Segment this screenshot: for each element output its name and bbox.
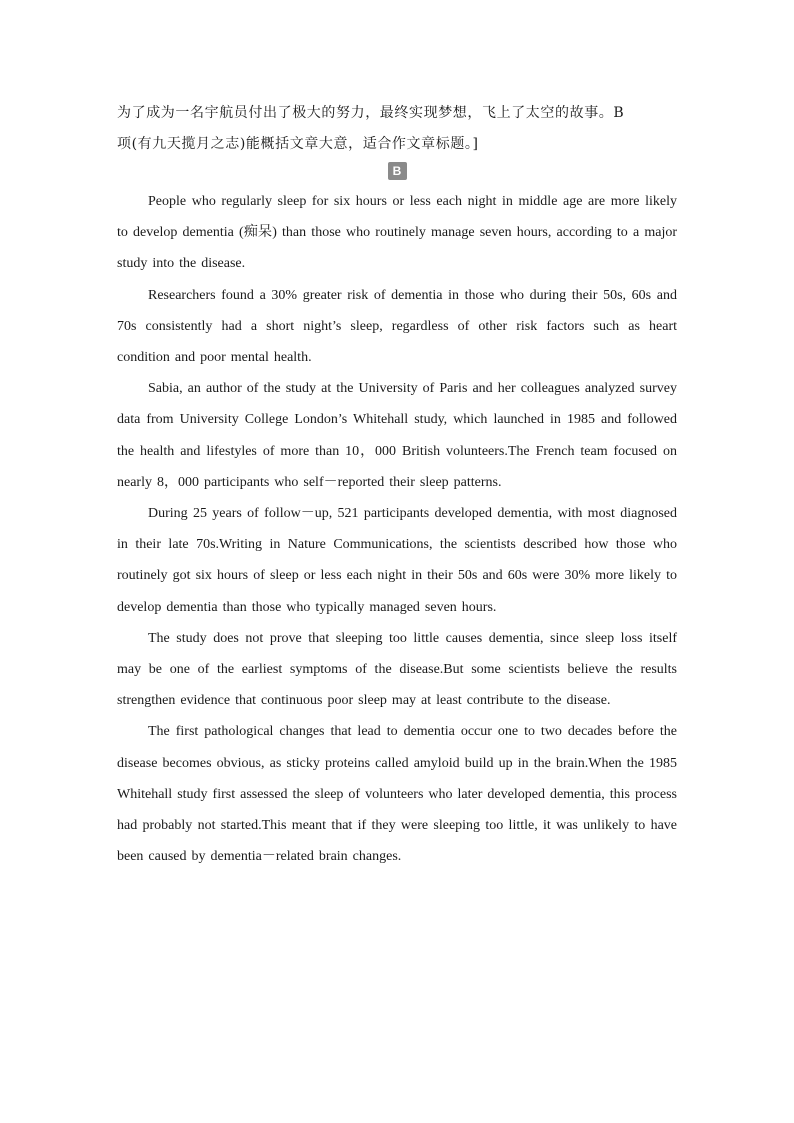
- intro-line-1: 为了成为一名宇航员付出了极大的努力，最终实现梦想，飞上了太空的故事。B: [117, 105, 625, 121]
- section-badge: B: [388, 162, 407, 180]
- paragraph-2: Researchers found a 30% greater risk of dementia in those who during their 50s, 60s and 70s consistently had a short night’s sleep, regardless of other risk factors such as heart condition and poor mental health.: [117, 287, 677, 366]
- section-marker: [117, 160, 677, 186]
- paragraph-3: Sabia, an author of the study at the University of Paris and her colleagues analyzed survey data from University College London’s Whitehall study, which launched in 1985 and followed the health and lifestyles of more than 10，000 British volunteers.The French team focused on nearly 8，000 participants who self－reported their sleep patterns.: [117, 381, 677, 490]
- paragraph-6: The first pathological changes that lead to dementia occur one to two decades before the disease becomes obvious, as sticky proteins called amyloid build up in the brain.When the 1985 Whitehall study first assessed the sleep of volunteers who later developed dementia, this process had probably not started.This meant that if they were sleeping too little, it was unlikely to have been caused by dementia－related brain changes.: [117, 724, 677, 865]
- document-page: [117, 98, 677, 872]
- paragraph-5: The study does not prove that sleeping too little causes dementia, since sleep loss itself may be one of the earliest symptoms of the disease.But some scientists believe the results strengthen evidence that continuous poor sleep may at least contribute to the disease.: [117, 630, 677, 709]
- intro-line-2: 项(有九天揽月之志)能概括文章大意，适合作文章标题。]: [117, 136, 479, 152]
- paragraph-4: During 25 years of follow－up, 521 participants developed dementia, with most diagnosed in their late 70s.Writing in Nature Communications, the scientists described how those who routinely got six hours of sleep or less each night in their 50s and 60s were 30% more likely to develop dementia than those who typically managed seven hours.: [117, 506, 677, 615]
- paragraph-1: People who regularly sleep for six hours or less each night in middle age are more likely to develop dementia (痴呆) than those who routinely manage seven hours, according to a major study into the disease.: [117, 194, 677, 272]
